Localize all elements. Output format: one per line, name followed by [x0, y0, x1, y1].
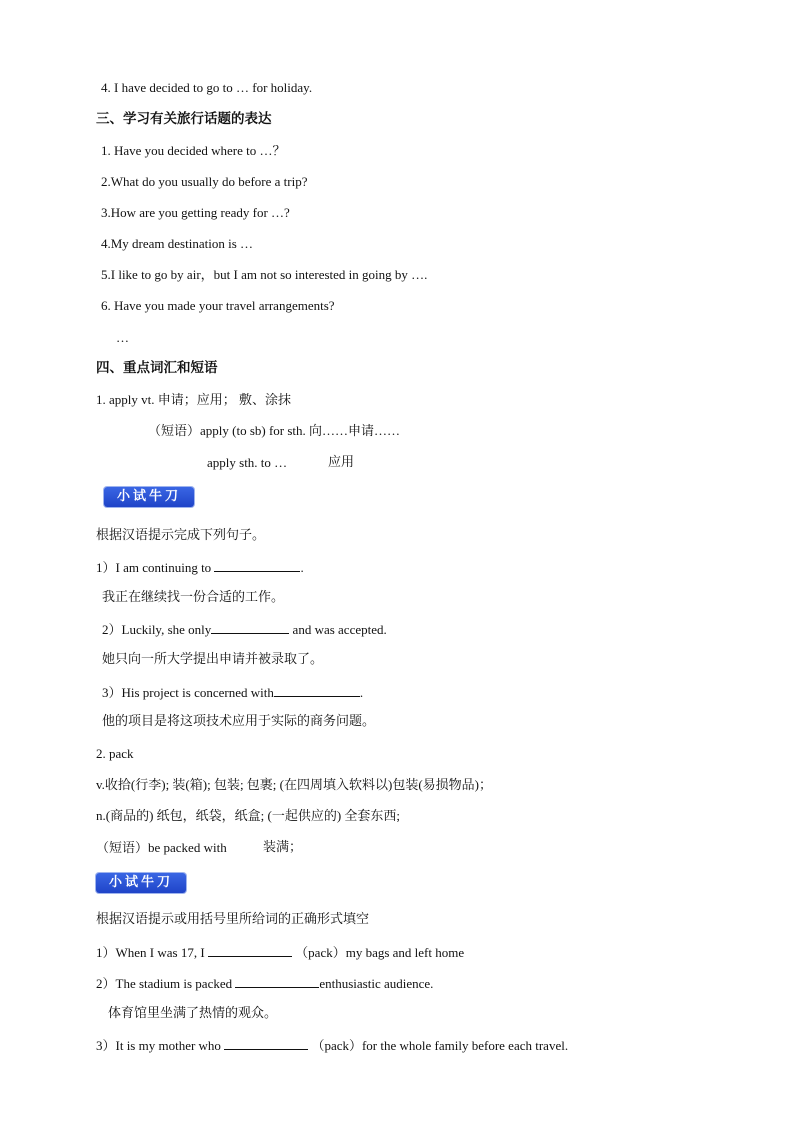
exercise-2-question-3 — [96, 1036, 568, 1055]
exercise-2-question-1-end: （pack）my bags and left home — [295, 945, 465, 960]
expression-item-5: 5.I like to go by air，but I am not so interested in going by …. — [101, 267, 428, 282]
answer-blank[interactable] — [211, 620, 289, 634]
exercise-1-question-3 — [102, 683, 363, 702]
exercise-2-question-2-end: enthusiastic audience. — [319, 976, 434, 991]
apply-entry: 1. apply vt. 申请；应用； 敷、涂抹 — [96, 392, 291, 407]
exercise-2-question-1-text: 1）When I was 17, I — [96, 945, 205, 960]
expression-ellipsis: … — [116, 330, 129, 345]
exercise-2-instruction: 根据汉语提示或用括号里所给词的正确形式填空 — [96, 912, 370, 927]
exercise-2-question-2-translation: 体育馆里坐满了热情的观众。 — [108, 1006, 278, 1021]
pack-phrase-meaning: 装满； — [263, 840, 303, 855]
section-four-heading: 四、重点词汇和短语 — [96, 360, 218, 376]
exercise-badge-1: 小试牛刀 — [104, 487, 194, 507]
exercise-1-question-3-text: 3）His project is concerned with — [102, 685, 274, 700]
expression-item-4: 4.My dream destination is … — [101, 236, 254, 251]
exercise-2-question-3-end: （pack）for the whole family before each travel. — [311, 1038, 569, 1053]
expression-item-3: 3.How are you getting ready for …? — [101, 205, 290, 220]
exercise-1-instruction: 根据汉语提示完成下列句子。 — [96, 528, 266, 543]
pack-noun-definition: n.(商品的) 纸包，纸袋，纸盒; (一起供应的) 全套东西; — [96, 808, 401, 823]
section-two-item-4: 4. I have decided to go to … for holiday. — [101, 80, 313, 95]
pack-phrase-term: （短语）be packed with — [96, 840, 227, 855]
exercise-badge-2: 小试牛刀 — [96, 873, 186, 893]
section-three-heading: 三、学习有关旅行话题的表达 — [96, 111, 272, 127]
exercise-1-question-2-end: and was accepted. — [289, 622, 387, 637]
exercise-1-question-1-end: . — [300, 560, 304, 575]
expression-item-6: 6. Have you made your travel arrangements? — [101, 298, 335, 313]
exercise-2-question-3-text: 3）It is my mother who — [96, 1038, 221, 1053]
exercise-1-question-2-translation: 她只向一所大学提出申请并被录取了。 — [102, 652, 324, 667]
exercise-2-question-2 — [96, 974, 433, 993]
expression-item-1: 1. Have you decided where to …？ — [101, 143, 286, 158]
exercise-1-question-3-translation: 他的项目是将这项技术应用于实际的商务问题。 — [102, 714, 376, 729]
answer-blank[interactable] — [224, 1036, 308, 1050]
exercise-1-question-2-text: 2）Luckily, she only — [102, 622, 212, 637]
answer-blank[interactable] — [214, 558, 300, 572]
pack-entry: 2. pack — [96, 746, 134, 761]
apply-phrase-1: （短语）apply (to sb) for sth. 向……申请…… — [148, 423, 401, 438]
apply-phrase-2-term: apply sth. to … — [207, 455, 288, 470]
exercise-1-question-1-translation: 我正在继续找一份合适的工作。 — [102, 590, 285, 605]
exercise-2-question-1 — [96, 943, 464, 962]
exercise-1-question-1-text: 1）I am continuing to — [96, 560, 212, 575]
pack-verb-definition: v.收拾(行李); 装(箱); 包装; 包裹; (在四周填入软料以)包装(易损物品)； — [96, 777, 492, 792]
answer-blank[interactable] — [208, 943, 292, 957]
exercise-1-question-3-end: . — [359, 685, 364, 700]
exercise-1-question-1 — [96, 558, 304, 577]
exercise-1-question-2 — [102, 620, 387, 639]
answer-blank[interactable] — [235, 974, 319, 988]
apply-phrase-2-meaning: 应用 — [328, 455, 355, 470]
exercise-2-question-2-text: 2）The stadium is packed — [96, 976, 233, 991]
answer-blank[interactable] — [274, 683, 360, 697]
expression-item-2: 2.What do you usually do before a trip? — [101, 174, 308, 189]
